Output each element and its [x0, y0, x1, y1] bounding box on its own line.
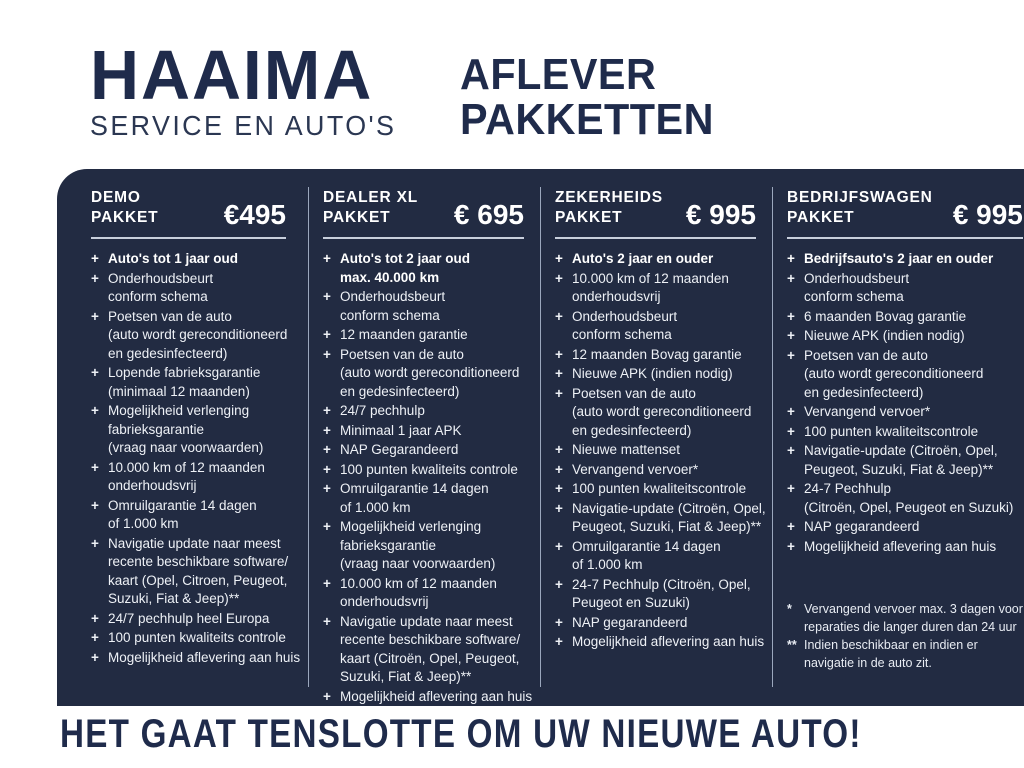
feature-text-line: conform schema [572, 327, 672, 342]
feature-text-line: (auto wordt gereconditioneerd [572, 404, 752, 419]
feature-text [572, 500, 766, 537]
feature-text-line: Suzuki, Fiat & Jeep)** [340, 669, 472, 684]
plus-bullet-icon: + [555, 614, 563, 630]
feature-text-line: 10.000 km of 12 maanden [572, 270, 729, 286]
package-feature-item [91, 364, 286, 401]
feature-text [108, 308, 287, 364]
plus-bullet-icon: + [323, 422, 331, 438]
column-divider [540, 187, 541, 687]
feature-text-line: 6 maanden Bovag garantie [804, 308, 967, 324]
package-feature-item [555, 576, 756, 613]
package-title [91, 188, 158, 228]
packages-panel [57, 169, 1024, 706]
title-underline [91, 237, 286, 239]
package-title-line1: DEALER XL [323, 189, 419, 206]
plus-bullet-icon: + [787, 443, 795, 458]
package-feature-item [323, 461, 524, 480]
feature-text-line: Mogelijkheid aflevering aan huis [804, 538, 997, 554]
footer-tagline: HET GAAT TENSLOTTE OM UW NIEUWE AUTO! [60, 712, 862, 756]
package-feature-item [91, 270, 286, 307]
column-divider [772, 187, 773, 687]
plus-bullet-icon: + [787, 519, 795, 534]
feature-text-line: Navigatie update naar meest [340, 613, 513, 629]
plus-bullet-icon: + [91, 610, 99, 626]
plus-bullet-icon: + [91, 630, 99, 645]
plus-bullet-icon: + [323, 442, 331, 457]
package-feature-item [555, 441, 756, 460]
plus-bullet-icon: + [323, 289, 331, 304]
package-feature-item [787, 480, 1023, 517]
plus-bullet-icon: + [91, 270, 99, 286]
plus-bullet-icon: + [91, 535, 99, 551]
feature-text [804, 518, 919, 537]
feature-text-line: 24/7 pechhulp [340, 403, 425, 418]
package-feature-item [91, 402, 286, 458]
package-price: € 995 [952, 199, 1023, 230]
package-feature-item [323, 288, 524, 325]
package-feature-item [91, 610, 286, 629]
package-feature-item [323, 480, 524, 517]
feature-text [804, 600, 1023, 636]
feature-text-line: (auto wordt gereconditioneerd [108, 327, 288, 342]
feature-text [572, 480, 746, 499]
package-header [91, 188, 286, 228]
feature-text [804, 250, 993, 269]
package-feature-item [91, 629, 286, 648]
package-feature-item [323, 250, 524, 287]
feature-text-line: Mogelijkheid aflevering aan huis [572, 634, 765, 649]
feature-text-line: Omruilgarantie 14 dagen [108, 497, 257, 513]
plus-bullet-icon: + [555, 500, 563, 516]
package-feature-item [91, 649, 301, 668]
feature-text [340, 288, 445, 325]
plus-bullet-icon: + [323, 327, 331, 342]
feature-text-line: (vraag naar voorwaarden) [108, 440, 264, 455]
feature-text-line: 100 punten kwaliteitscontrole [572, 481, 747, 496]
feature-text-line: reparaties die langer duren dan 24 uur [804, 620, 1017, 634]
feature-text [572, 308, 677, 345]
package-columns [57, 169, 1024, 706]
footnote-marker: * [787, 602, 792, 616]
feature-text [572, 633, 764, 652]
package-feature-item [555, 500, 766, 537]
feature-text-line: Nieuwe APK (indien nodig) [572, 366, 733, 381]
feature-text-line: 12 maanden Bovag garantie [572, 346, 742, 362]
package-column [308, 169, 540, 707]
feature-text-line: conform schema [340, 307, 440, 323]
footnote-item [787, 600, 1023, 636]
feature-text-line: Suzuki, Fiat & Jeep)** [108, 591, 240, 606]
plus-bullet-icon: + [323, 481, 331, 496]
title-underline [323, 237, 524, 239]
feature-text-line: (auto wordt gereconditioneerd [804, 366, 984, 381]
feature-text-line: navigatie in de auto zit. [804, 656, 932, 670]
feature-text-line: conform schema [804, 289, 904, 304]
feature-text-line: 10.000 km of 12 maanden [340, 575, 497, 591]
feature-text [572, 538, 721, 575]
feature-text [572, 385, 751, 441]
feature-text-line: 24-7 Pechhulp [804, 481, 892, 496]
feature-text-line: Lopende fabrieksgarantie [108, 365, 261, 380]
plus-bullet-icon: + [555, 270, 563, 286]
package-price: € 695 [453, 199, 524, 230]
brand-logo [90, 36, 409, 142]
package-header [555, 188, 756, 228]
feature-text [804, 327, 965, 346]
plus-bullet-icon: + [555, 576, 563, 592]
feature-text-line: Mogelijkheid verlenging [108, 403, 250, 418]
feature-text-line: en gedesinfecteerd) [108, 345, 228, 361]
feature-text-line: Poetsen van de auto [572, 385, 696, 401]
plus-bullet-icon: + [787, 423, 795, 439]
feature-text-line: Vervangend vervoer* [804, 404, 931, 419]
feature-text [340, 326, 468, 345]
package-feature-item [787, 403, 1023, 422]
package-feature-item [91, 497, 286, 534]
feature-text [340, 518, 495, 574]
plus-bullet-icon: + [555, 346, 563, 362]
feature-text-line: Omruilgarantie 14 dagen [572, 538, 721, 554]
feature-text [804, 403, 930, 422]
package-column [540, 169, 772, 707]
feature-text [108, 459, 265, 496]
plus-bullet-icon: + [555, 442, 563, 457]
package-title [323, 188, 418, 228]
plus-bullet-icon: + [91, 459, 99, 475]
page-title-line1: AFLEVER [460, 50, 657, 99]
plus-bullet-icon: + [555, 366, 563, 381]
plus-bullet-icon: + [555, 308, 563, 324]
feature-text [804, 270, 909, 307]
feature-text-line: Peugeot en Suzuki) [572, 595, 690, 610]
feature-text [108, 270, 213, 307]
package-header [787, 188, 1023, 228]
feature-text [340, 688, 532, 707]
feature-text-line: en gedesinfecteerd) [804, 384, 924, 400]
feature-text-line: 24/7 pechhulp heel Europa [108, 610, 270, 626]
plus-bullet-icon: + [787, 328, 795, 343]
feature-text-line: 100 punten kwaliteitscontrole [804, 423, 979, 439]
feature-text-line: onderhoudsvrij [572, 289, 661, 304]
footnote-item [787, 636, 1023, 672]
package-feature-item [91, 535, 289, 609]
feature-text [572, 365, 733, 384]
brand-subtitle: SERVICE EN AUTO'S [90, 110, 397, 141]
feature-text-line: Mogelijkheid verlenging [340, 519, 482, 534]
feature-text [340, 346, 519, 402]
feature-text [804, 442, 998, 479]
feature-text [340, 461, 518, 480]
feature-text-line: 12 maanden garantie [340, 327, 468, 342]
package-feature-item [555, 308, 756, 345]
feature-text-line: en gedesinfecteerd) [340, 383, 460, 399]
feature-text [108, 535, 288, 609]
feature-text [340, 441, 458, 460]
feature-text-line: Bedrijfsauto's 2 jaar en ouder [804, 251, 994, 266]
feature-text-line: Auto's tot 2 jaar oud [340, 251, 470, 266]
feature-text [108, 629, 286, 648]
title-underline [787, 237, 1023, 239]
package-header [323, 188, 524, 228]
package-feature-item [787, 347, 1023, 403]
plus-bullet-icon: + [555, 538, 563, 554]
package-feature-item [787, 423, 1023, 442]
feature-text [572, 346, 742, 365]
plus-bullet-icon: + [323, 519, 331, 534]
package-title [787, 188, 933, 228]
package-feature-item [555, 633, 765, 652]
feature-text-line: fabrieksgarantie [108, 421, 205, 437]
package-feature-item [555, 538, 756, 575]
feature-text-line: Nieuwe mattenset [572, 442, 681, 457]
plus-bullet-icon: + [323, 575, 331, 591]
feature-text-line: Onderhoudsbeurt [340, 289, 446, 304]
feature-text-line: Mogelijkheid aflevering aan huis [340, 688, 533, 704]
feature-text-line: en gedesinfecteerd) [572, 422, 692, 438]
plus-bullet-icon: + [323, 613, 331, 629]
feature-text-line: Onderhoudsbeurt [108, 270, 214, 286]
package-feature-item [787, 308, 1023, 327]
package-feature-item [323, 441, 524, 460]
plus-bullet-icon: + [787, 404, 795, 419]
feature-list [555, 250, 766, 652]
feature-text-line: 10.000 km of 12 maanden [108, 459, 265, 475]
feature-text [804, 423, 978, 442]
package-feature-item [323, 422, 524, 441]
plus-bullet-icon: + [787, 538, 795, 554]
package-feature-item [787, 250, 1023, 269]
feature-text-line: kaart (Citroën, Opel, Peugeot, [340, 650, 520, 666]
plus-bullet-icon: + [787, 251, 795, 266]
title-underline [555, 237, 756, 239]
feature-text [340, 480, 489, 517]
feature-text-line: NAP gegarandeerd [804, 519, 920, 534]
plus-bullet-icon: + [555, 385, 563, 401]
package-feature-item [787, 538, 1023, 557]
feature-list [91, 250, 301, 667]
feature-text-line: Navigatie-update (Citroën, Opel, [572, 500, 766, 516]
feature-text [108, 402, 263, 458]
package-feature-item [555, 385, 756, 441]
brand-name: HAAIMA [90, 36, 374, 114]
feature-text-line: Onderhoudsbeurt [804, 270, 910, 286]
feature-text-line: of 1.000 km [340, 499, 411, 515]
feature-text-line: (Citroën, Opel, Peugeot en Suzuki) [804, 499, 1014, 515]
feature-text [572, 576, 751, 613]
plus-bullet-icon: + [555, 634, 563, 649]
feature-text-line: kaart (Opel, Citroen, Peugeot, [108, 572, 288, 588]
feature-text-line: Peugeot, Suzuki, Fiat & Jeep)** [572, 519, 762, 534]
package-title-line1: ZEKERHEIDS [555, 189, 663, 206]
feature-text-line: Navigatie-update (Citroën, Opel, [804, 443, 998, 458]
feature-text [804, 480, 1013, 517]
feature-text-line: Navigatie update naar meest [108, 535, 281, 551]
feature-text [804, 636, 978, 672]
package-price: €495 [223, 199, 286, 230]
plus-bullet-icon: + [555, 251, 563, 266]
package-feature-item [91, 459, 286, 496]
package-feature-item [323, 575, 524, 612]
package-title-line1: DEMO [91, 189, 141, 206]
plus-bullet-icon: + [91, 403, 99, 418]
package-feature-item [555, 250, 756, 269]
feature-text-line: Onderhoudsbeurt [572, 308, 678, 324]
feature-text [572, 441, 680, 460]
package-feature-item [91, 308, 286, 364]
feature-text-line: Auto's 2 jaar en ouder [572, 251, 714, 266]
package-feature-item [323, 326, 524, 345]
plus-bullet-icon: + [555, 481, 563, 496]
plus-bullet-icon: + [323, 461, 331, 477]
plus-bullet-icon: + [323, 403, 331, 418]
feature-text-line: recente beschikbare software/ [340, 632, 521, 647]
package-column [57, 169, 308, 707]
feature-text-line: onderhoudsvrij [108, 478, 197, 493]
feature-text-line: Vervangend vervoer max. 3 dagen voor [804, 602, 1023, 616]
package-feature-item [787, 270, 1023, 307]
feature-text-line: 24-7 Pechhulp (Citroën, Opel, [572, 576, 751, 592]
feature-text [108, 610, 269, 629]
package-column [772, 169, 1024, 707]
plus-bullet-icon: + [787, 481, 795, 496]
package-feature-item [787, 442, 1023, 479]
feature-text-line: of 1.000 km [572, 557, 643, 572]
feature-text [340, 575, 497, 612]
plus-bullet-icon: + [91, 365, 99, 380]
feature-text [340, 402, 425, 421]
plus-bullet-icon: + [91, 649, 99, 665]
package-price: € 995 [685, 199, 756, 230]
feature-text-line: Indien beschikbaar en indien er [804, 638, 978, 652]
package-feature-item [555, 270, 756, 307]
feature-text [572, 461, 698, 480]
feature-text-line: Omruilgarantie 14 dagen [340, 481, 489, 496]
feature-text-line: Poetsen van de auto [340, 346, 464, 362]
feature-text-line: Vervangend vervoer* [572, 461, 699, 477]
feature-text [572, 270, 729, 307]
feature-text [340, 422, 462, 441]
feature-text-line: Peugeot, Suzuki, Fiat & Jeep)** [804, 461, 994, 477]
package-feature-item [323, 613, 524, 687]
package-feature-item [555, 461, 756, 480]
package-title-line2: PAKKET [323, 209, 391, 226]
feature-text-line: Mogelijkheid aflevering aan huis [108, 649, 301, 665]
package-feature-item [787, 327, 1023, 346]
footnote-marker: ** [787, 638, 797, 652]
column-divider [308, 187, 309, 687]
plus-bullet-icon: + [787, 308, 795, 324]
feature-text [804, 347, 983, 403]
package-feature-item [323, 688, 533, 707]
feature-text-line: conform schema [108, 289, 208, 304]
package-title-line2: PAKKET [787, 209, 855, 226]
feature-text [340, 613, 520, 687]
package-feature-item [555, 346, 756, 365]
feature-text-line: max. 40.000 km [340, 269, 440, 285]
feature-text [340, 250, 470, 287]
plus-bullet-icon: + [323, 346, 331, 362]
feature-text [108, 250, 238, 269]
feature-text [804, 308, 966, 327]
package-feature-item [323, 518, 524, 574]
package-title-line2: PAKKET [555, 209, 623, 226]
footnotes [787, 600, 1023, 672]
feature-text-line: Minimaal 1 jaar APK [340, 422, 462, 438]
feature-text-line: of 1.000 km [108, 516, 179, 531]
feature-list [323, 250, 533, 706]
package-feature-item [323, 402, 524, 421]
plus-bullet-icon: + [91, 308, 99, 324]
feature-text-line: (minimaal 12 maanden) [108, 383, 250, 399]
plus-bullet-icon: + [555, 461, 563, 477]
package-feature-item [91, 250, 286, 269]
plus-bullet-icon: + [91, 251, 99, 266]
feature-text-line: Poetsen van de auto [108, 308, 232, 324]
package-feature-item [323, 346, 524, 402]
feature-text [108, 649, 300, 668]
plus-bullet-icon: + [787, 347, 795, 363]
feature-text [108, 364, 260, 401]
feature-text-line: 100 punten kwaliteits controle [108, 630, 286, 645]
feature-text-line: onderhoudsvrij [340, 594, 429, 609]
feature-text-line: NAP Gegarandeerd [340, 442, 459, 457]
package-feature-item [555, 614, 756, 633]
package-feature-item [555, 365, 756, 384]
plus-bullet-icon: + [787, 270, 795, 286]
feature-text [804, 538, 996, 557]
feature-text-line: 100 punten kwaliteits controle [340, 461, 518, 477]
plus-bullet-icon: + [323, 688, 331, 704]
page-title [460, 52, 714, 142]
package-title [555, 188, 663, 228]
feature-text-line: recente beschikbare software/ [108, 554, 289, 569]
feature-text [572, 614, 687, 633]
feature-text [108, 497, 257, 534]
page-title-line2: PAKKETTEN [460, 95, 714, 144]
feature-text-line: fabrieksgarantie [340, 537, 437, 553]
feature-text-line: NAP gegarandeerd [572, 614, 688, 630]
package-feature-item [555, 480, 756, 499]
feature-text-line: (vraag naar voorwaarden) [340, 556, 496, 571]
package-title-line2: PAKKET [91, 209, 159, 226]
feature-text-line: Poetsen van de auto [804, 347, 928, 363]
feature-text-line: Nieuwe APK (indien nodig) [804, 328, 965, 343]
package-feature-item [787, 518, 1023, 537]
package-title-line1: BEDRIJFSWAGEN [787, 189, 933, 206]
feature-text [572, 250, 713, 269]
plus-bullet-icon: + [91, 497, 99, 513]
plus-bullet-icon: + [323, 251, 331, 266]
feature-text-line: Auto's tot 1 jaar oud [108, 251, 238, 266]
feature-text-line: (auto wordt gereconditioneerd [340, 365, 520, 380]
feature-list [787, 250, 1023, 556]
